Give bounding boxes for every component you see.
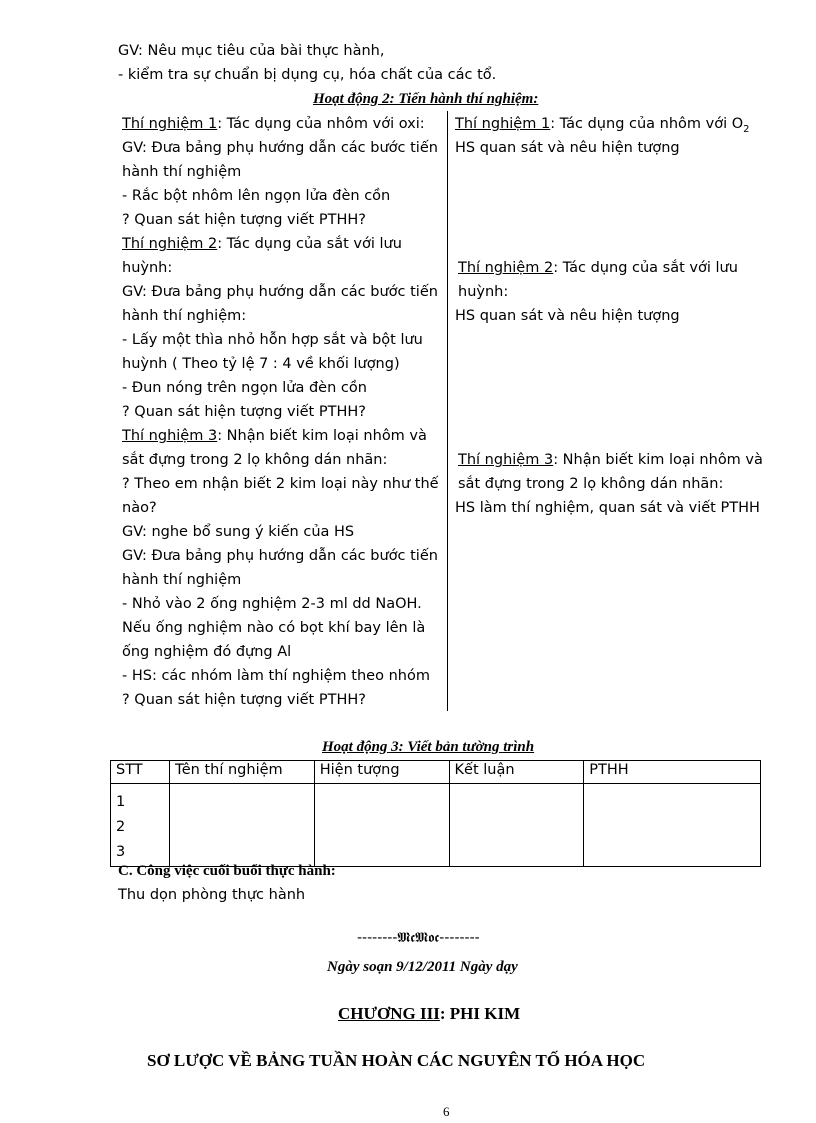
column-divider [447, 111, 448, 711]
left-line: - Đun nóng trên ngọn lửa đèn cồn [122, 380, 367, 396]
lesson-title: SƠ LƯỢC VỀ BẢNG TUẦN HOÀN CÁC NGUYÊN TỐ HÓA HỌC [147, 1051, 646, 1070]
left-line: - Nhỏ vào 2 ống nghiệm 2-3 ml dd NaOH. [122, 596, 422, 612]
stt-cell [111, 784, 170, 867]
right-line: HS quan sát và nêu hiện tượng [455, 308, 680, 324]
table-cell [584, 784, 761, 867]
left-exp3-heading [122, 427, 427, 446]
left-exp3-label: Thí nghiệm 3 [122, 428, 218, 444]
left-exp1-label: Thí nghiệm 1 [122, 116, 218, 132]
right-exp2-label: Thí nghiệm 2 [458, 260, 554, 276]
left-line: ? Quan sát hiện tượng viết PTHH? [122, 212, 366, 228]
intro-line-1: GV: Nêu mục tiêu của bài thực hành, [118, 43, 385, 59]
left-line: ? Theo em nhận biết 2 kim loại này như thế [122, 476, 439, 492]
left-line: ? Quan sát hiện tượng viết PTHH? [122, 404, 366, 420]
chapter-label: CHƯƠNG III [338, 1004, 440, 1023]
table-header: PTHH [584, 761, 761, 784]
row-number: 1 [116, 794, 126, 810]
left-line: sắt đựng trong 2 lọ không dán nhãn: [122, 452, 388, 468]
left-line: GV: Đưa bảng phụ hướng dẫn các bước tiến [122, 548, 438, 564]
left-exp3-title: : Nhận biết kim loại nhôm và [217, 428, 427, 444]
right-exp1-title: : Tác dụng của nhôm với O [550, 116, 744, 132]
table-cell [449, 784, 584, 867]
left-line: huỳnh: [122, 260, 173, 276]
left-line: GV: nghe bổ sung ý kiến của HS [122, 524, 355, 540]
chapter-heading [338, 1004, 520, 1023]
left-line: - Lấy một thìa nhỏ hỗn hợp sắt và bột lưu [122, 332, 423, 348]
chapter-rest: : PHI KIM [439, 1004, 521, 1023]
right-exp2-title: : Tác dụng của sắt với lưu [553, 260, 738, 276]
right-exp1-label: Thí nghiệm 1 [455, 116, 551, 132]
left-exp2-heading [122, 235, 402, 254]
left-line: huỳnh ( Theo tỷ lệ 7 : 4 về khối lượng) [122, 356, 400, 372]
left-line: hành thí nghiệm [122, 164, 242, 180]
left-line: hành thí nghiệm: [122, 308, 247, 324]
left-exp2-label: Thí nghiệm 2 [122, 236, 218, 252]
right-exp3-label: Thí nghiệm 3 [458, 452, 554, 468]
table-header: Kết luận [449, 761, 584, 784]
left-line: Nếu ống nghiệm nào có bọt khí bay lên là [122, 620, 426, 636]
page-number: 6 [443, 1104, 450, 1119]
date-line: Ngày soạn 9/12/2011 Ngày dạy [327, 959, 518, 975]
table-header: STT [111, 761, 170, 784]
table-cell [169, 784, 314, 867]
report-table [110, 760, 761, 867]
left-line: nào? [122, 500, 157, 516]
left-exp2-title: : Tác dụng của sắt với lưu [217, 236, 402, 252]
right-exp3-heading [458, 451, 763, 470]
ornament-divider: --------𝕸𝖈𝕸𝖔𝖈-------- [357, 930, 480, 946]
left-line: GV: Đưa bảng phụ hướng dẫn các bước tiến [122, 140, 438, 156]
table-row [111, 784, 761, 867]
activity-2-title: Hoạt động 2: Tiến hành thí nghiệm: [313, 91, 539, 107]
right-line: huỳnh: [458, 284, 509, 300]
table-header-row [111, 761, 761, 784]
left-line: - HS: các nhóm làm thí nghiệm theo nhóm [122, 668, 430, 684]
row-number: 3 [116, 844, 126, 860]
right-exp1-heading [455, 115, 750, 139]
right-line: HS làm thí nghiệm, quan sát và viết PTHH [455, 500, 760, 516]
right-line: HS quan sát và nêu hiện tượng [455, 140, 680, 156]
left-exp1-heading [122, 115, 425, 134]
table-header: Hiện tượng [314, 761, 449, 784]
right-line: sắt đựng trong 2 lọ không dán nhãn: [458, 476, 724, 492]
left-line: GV: Đưa bảng phụ hướng dẫn các bước tiến [122, 284, 438, 300]
row-number: 2 [116, 819, 126, 835]
left-exp1-title: : Tác dụng của nhôm với oxi: [217, 116, 425, 132]
table-header: Tên thí nghiệm [169, 761, 314, 784]
section-c-text: Thu dọn phòng thực hành [118, 887, 306, 903]
left-line: ống nghiệm đó đựng Al [122, 644, 292, 660]
left-line: hành thí nghiệm [122, 572, 242, 588]
right-exp3-title: : Nhận biết kim loại nhôm và [553, 452, 763, 468]
section-c-title: C. Công việc cuối buổi thực hành: [118, 863, 336, 879]
right-exp2-heading [458, 259, 738, 278]
table-cell [314, 784, 449, 867]
left-line: ? Quan sát hiện tượng viết PTHH? [122, 692, 366, 708]
right-exp1-subscript: 2 [743, 123, 750, 135]
activity-3-title: Hoạt động 3: Viết bản tường trình [322, 739, 535, 755]
left-line: - Rắc bột nhôm lên ngọn lửa đèn cồn [122, 188, 391, 204]
intro-line-2: - kiểm tra sự chuẩn bị dụng cụ, hóa chất của các tổ. [118, 67, 497, 83]
